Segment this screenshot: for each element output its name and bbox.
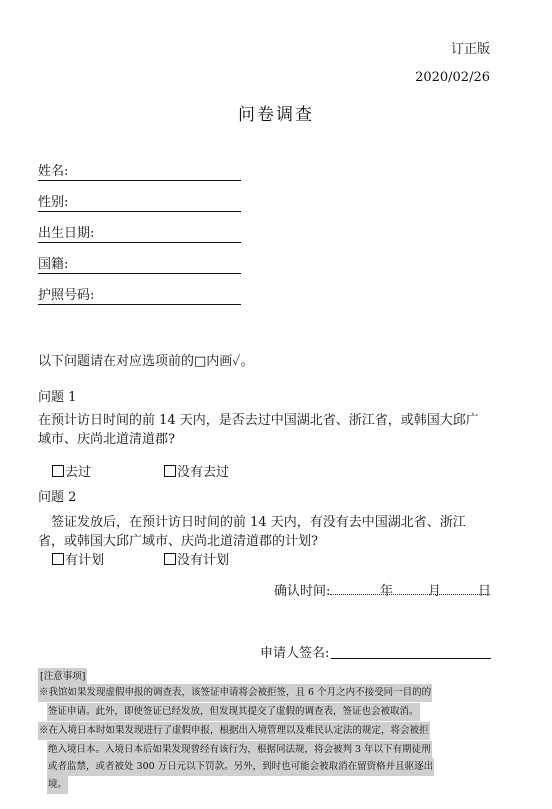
- question-1-heading: 问题 1: [38, 390, 77, 405]
- checkbox-icon[interactable]: [52, 553, 64, 565]
- notice-heading: [注意事项]: [38, 668, 87, 685]
- confirm-year-unit: 年: [380, 584, 394, 599]
- q1-option-been[interactable]: [52, 461, 91, 480]
- gender-field[interactable]: [38, 193, 241, 212]
- confirm-day-unit: 日: [478, 584, 492, 599]
- birthdate-field[interactable]: [38, 224, 241, 243]
- q2-option-not-planned-label: 没有计划: [177, 553, 230, 568]
- question-1-text: 在预计访日时间的前 14 天内，是否去过中国湖北省、浙江省，或韩国大邱广域市、庆尚北道清道郡?: [38, 413, 479, 447]
- notice-line: ※在入境日本时如果发现进行了虚假申报，根据出入境管理以及难民认定法的规定，将会被拒: [38, 722, 430, 740]
- document-date: 2020/02/26: [415, 70, 490, 85]
- gender-label: 性别:: [38, 195, 69, 210]
- page-title: 问卷调查: [238, 105, 314, 125]
- q2-option-not-planned[interactable]: [164, 549, 229, 568]
- notice-line: 或者监禁，或者被处 300 万日元以下罚款。另外，到时也可能会被取消在留资格并且驱逐出: [47, 758, 434, 776]
- revision-label: 订正版: [450, 42, 490, 57]
- confirm-month-unit: 月: [428, 584, 442, 599]
- q1-option-not-been[interactable]: [164, 461, 229, 480]
- checkbox-icon[interactable]: [164, 553, 176, 565]
- signature-field[interactable]: [331, 658, 491, 659]
- name-label: 姓名:: [38, 164, 69, 179]
- signature-label: 申请人签名:: [260, 646, 330, 661]
- confirm-time-field[interactable]: [330, 594, 490, 595]
- nationality-field[interactable]: [38, 255, 241, 274]
- q2-option-planned-label: 有计划: [65, 553, 105, 568]
- name-field[interactable]: [38, 162, 241, 181]
- checkbox-icon[interactable]: [164, 465, 176, 477]
- notice-line: 境。: [47, 776, 68, 794]
- q1-option-not-been-label: 没有去过: [177, 465, 230, 480]
- q1-option-been-label: 去过: [65, 465, 92, 480]
- passport-number-label: 护照号码:: [38, 288, 95, 303]
- question-2-heading: 问题 2: [38, 490, 77, 505]
- instruction-text: 以下问题请在对应选项前的□内画✓。: [38, 354, 254, 369]
- birthdate-label: 出生日期:: [38, 226, 95, 241]
- nationality-label: 国籍:: [38, 257, 69, 272]
- confirm-time-label: 确认时间:: [274, 584, 331, 599]
- notice-line: ※我馆如果发现虚假申报的调查表，该签证申请将会被拒签，且 6 个月之内不接受同一目的的: [38, 684, 432, 702]
- notice-line: 绝入境日本。入境日本后如果发现曾经有该行为，根据同法规，将会被判 3 年以下有期徒刑: [47, 741, 432, 759]
- passport-number-field[interactable]: [38, 286, 241, 305]
- notice-line: 签证申请。此外，即使签证已经发放，但发现其提交了虚假的调查表，签证也会被取消。: [47, 703, 420, 721]
- question-2-text: 签证发放后，在预计访日时间的前 14 天内，有没有去中国湖北省、浙江省，或韩国大邱广域市、庆尚北道清道郡的计划?: [38, 515, 466, 549]
- checkbox-icon[interactable]: [52, 465, 64, 477]
- q2-option-planned[interactable]: [52, 549, 104, 568]
